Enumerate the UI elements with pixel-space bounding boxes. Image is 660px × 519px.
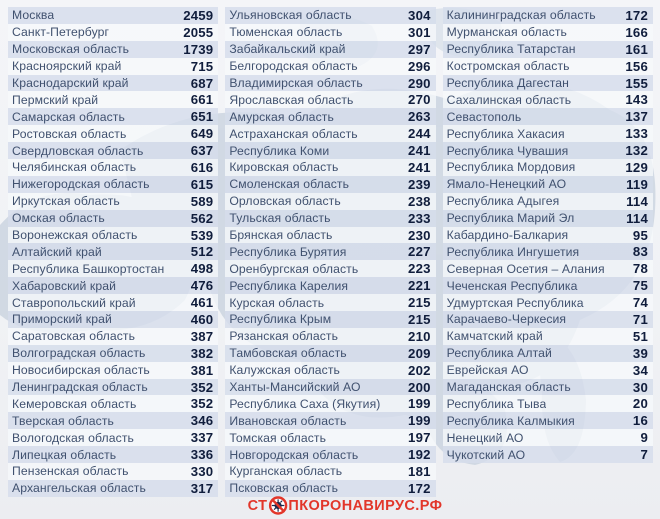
- region-column-3: [443, 7, 653, 497]
- table-row: [443, 395, 653, 412]
- region-name: Республика Адыгея: [446, 194, 560, 209]
- region-name: Санкт-Петербург: [12, 25, 110, 40]
- region-column-2: [225, 7, 435, 497]
- region-name: Московская область: [12, 42, 130, 57]
- region-value: 199: [408, 413, 431, 429]
- region-value: 241: [408, 143, 431, 159]
- table-row: [225, 345, 435, 362]
- table-row: [8, 193, 218, 210]
- region-value: 16: [632, 413, 648, 429]
- logo-text-prefix: СТ: [247, 497, 268, 514]
- region-value: 498: [190, 261, 214, 277]
- region-name: Тамбовская область: [229, 346, 347, 361]
- region-name: Астраханская область: [229, 126, 358, 141]
- table-row: [443, 210, 653, 227]
- region-value: 181: [408, 463, 431, 479]
- region-name: Ямало-Ненецкий АО: [446, 177, 567, 192]
- region-value: 202: [408, 362, 431, 378]
- region-name: Мурманская область: [446, 25, 567, 40]
- region-name: Забайкальский край: [229, 42, 346, 57]
- region-name: Рязанская область: [229, 329, 339, 344]
- stopcoronavirus-logo: [248, 496, 443, 515]
- table-row: [8, 176, 218, 193]
- region-value: 296: [408, 58, 431, 74]
- region-value: 476: [190, 278, 214, 294]
- region-value: 172: [408, 480, 431, 496]
- region-value: 2459: [183, 7, 214, 23]
- region-name: Удмуртская Республика: [446, 295, 584, 310]
- table-row: [225, 463, 435, 480]
- region-value: 192: [408, 447, 431, 463]
- table-row: [225, 362, 435, 379]
- region-name: Самарская область: [12, 109, 125, 124]
- region-value: 230: [408, 227, 431, 243]
- table-row: [443, 176, 653, 193]
- table-row: [443, 75, 653, 92]
- table-row: [443, 412, 653, 429]
- region-name: Республика Крым: [229, 312, 332, 327]
- region-name: Липецкая область: [12, 447, 117, 462]
- region-value: 381: [190, 362, 214, 378]
- table-row: [8, 7, 218, 24]
- table-row: [443, 159, 653, 176]
- region-name: Владимирская область: [229, 76, 363, 90]
- region-value: 241: [408, 159, 431, 175]
- region-value: 1739: [183, 41, 214, 57]
- region-name: Республика Коми: [229, 143, 330, 158]
- region-value: 114: [626, 210, 648, 226]
- region-name: Свердловская область: [12, 143, 144, 158]
- table-row: [8, 345, 218, 362]
- region-value: 539: [190, 227, 214, 243]
- region-value: 132: [625, 143, 648, 159]
- table-row: [8, 446, 218, 463]
- region-value: 290: [408, 75, 431, 91]
- table-row: [443, 108, 653, 125]
- table-row: [443, 328, 653, 345]
- table-row: [225, 243, 435, 260]
- region-value: 301: [408, 24, 431, 40]
- table-row: [443, 125, 653, 142]
- region-value: 129: [625, 159, 648, 175]
- region-name: Омская область: [12, 211, 105, 226]
- table-row: [8, 260, 218, 277]
- table-row: [443, 243, 653, 260]
- region-value: 346: [190, 413, 214, 429]
- region-name: Северная Осетия – Алания: [446, 261, 605, 276]
- region-name: Республика Бурятия: [229, 244, 347, 259]
- region-value: 637: [190, 143, 214, 159]
- region-value: 336: [190, 447, 214, 463]
- table-row: [443, 58, 653, 75]
- table-row: [225, 58, 435, 75]
- table-row: [8, 362, 218, 379]
- region-name: Республика Мордовия: [446, 160, 576, 175]
- table-row: [225, 429, 435, 446]
- table-row: [225, 142, 435, 159]
- region-value: 239: [408, 176, 431, 192]
- region-name: Карачаево-Черкесия: [446, 312, 567, 327]
- region-name: Вологодская область: [12, 430, 134, 445]
- region-name: Новгородская область: [229, 447, 359, 462]
- region-name: Ленинградская область: [12, 380, 148, 395]
- region-name: Смоленская область: [229, 177, 350, 192]
- region-value: 215: [408, 295, 431, 311]
- table-row: [225, 41, 435, 58]
- region-value: 651: [190, 109, 214, 125]
- region-value: 30: [632, 379, 648, 395]
- table-row: [443, 91, 653, 108]
- region-name: Москва: [12, 8, 55, 23]
- region-name: Кировская область: [229, 160, 339, 175]
- region-value: 7: [640, 447, 648, 463]
- region-name: Амурская область: [229, 109, 334, 124]
- region-value: 197: [408, 430, 431, 446]
- region-value: 221: [408, 278, 431, 294]
- region-name: Кемеровская область: [12, 396, 137, 411]
- table-row: [8, 142, 218, 159]
- region-name: Республика Карелия: [229, 278, 349, 293]
- region-value: 51: [632, 328, 648, 344]
- region-name: Красноярский край: [12, 59, 122, 74]
- region-name: Тульская область: [229, 211, 331, 226]
- region-value: 615: [190, 176, 214, 192]
- table-row: [225, 91, 435, 108]
- region-name: Ярославская область: [229, 92, 354, 107]
- region-value: 387: [190, 328, 214, 344]
- table-row: [443, 277, 653, 294]
- region-name: Еврейская АО: [446, 363, 529, 378]
- table-row: [225, 379, 435, 396]
- region-name: Псковская область: [229, 481, 339, 496]
- region-name: Пензенская область: [12, 464, 129, 479]
- table-row: [8, 277, 218, 294]
- region-value: 297: [408, 41, 431, 57]
- region-name: Саратовская область: [12, 329, 136, 344]
- table-row: [443, 294, 653, 311]
- region-value: 78: [632, 261, 648, 277]
- table-row: [225, 210, 435, 227]
- region-name: Воронежская область: [12, 228, 138, 243]
- table-row: [443, 227, 653, 244]
- region-value: 649: [190, 126, 214, 142]
- table-row: [443, 345, 653, 362]
- regions-table: [8, 7, 653, 497]
- region-name: Камчатский край: [446, 329, 543, 344]
- region-value: 20: [632, 396, 648, 412]
- table-row: [225, 125, 435, 142]
- region-name: Республика Дагестан: [446, 76, 570, 90]
- table-row: [443, 7, 653, 24]
- region-value: 161: [625, 41, 648, 57]
- table-row: [225, 480, 435, 497]
- region-name: Севастополь: [446, 109, 522, 124]
- region-value: 200: [408, 379, 431, 395]
- region-name: Хабаровский край: [12, 278, 117, 293]
- region-name: Чукотский АО: [446, 447, 526, 462]
- table-row: [225, 395, 435, 412]
- table-row: [8, 75, 218, 92]
- region-value: 2055: [183, 24, 214, 40]
- region-name: Ханты-Мансийский АО: [229, 380, 361, 395]
- region-name: Республика Хакасия: [446, 126, 565, 141]
- region-name: Иркутская область: [12, 194, 120, 209]
- region-name: Республика Татарстан: [446, 42, 576, 57]
- region-value: 715: [190, 58, 214, 74]
- region-name: Тюменская область: [229, 25, 343, 40]
- table-row: [443, 260, 653, 277]
- region-name: Алтайский край: [12, 244, 102, 259]
- region-value: 270: [408, 92, 431, 108]
- table-row: [225, 277, 435, 294]
- region-value: 215: [408, 311, 431, 327]
- region-name: Нижегородская область: [12, 177, 150, 192]
- region-name: Республика Тыва: [446, 396, 547, 411]
- table-row: [225, 446, 435, 463]
- table-row: [8, 395, 218, 412]
- table-row: [443, 379, 653, 396]
- region-name: Кабардино-Балкария: [446, 228, 569, 243]
- region-name: Сахалинская область: [446, 92, 572, 107]
- region-name: Тверская область: [12, 413, 114, 428]
- region-value: 9: [640, 430, 648, 446]
- region-value: 83: [632, 244, 648, 260]
- table-row: [225, 412, 435, 429]
- region-name: Пермский край: [12, 92, 99, 107]
- region-value: 166: [625, 24, 648, 40]
- table-row: [443, 311, 653, 328]
- region-value: 562: [190, 210, 214, 226]
- region-name: Республика Марий Эл: [446, 211, 575, 226]
- table-row: [8, 243, 218, 260]
- region-value: 155: [625, 75, 648, 91]
- table-row: [225, 260, 435, 277]
- region-value: 209: [408, 345, 431, 361]
- table-row: [8, 58, 218, 75]
- no-virus-icon: [268, 496, 287, 515]
- table-row: [225, 328, 435, 345]
- region-name: Чеченская Республика: [446, 278, 578, 293]
- region-name: Республика Чувашия: [446, 143, 569, 158]
- region-value: 337: [190, 430, 214, 446]
- table-row: [8, 210, 218, 227]
- table-row: [8, 91, 218, 108]
- region-value: 352: [190, 396, 214, 412]
- region-name: Белгородская область: [229, 59, 358, 74]
- table-row: [443, 193, 653, 210]
- table-row: [225, 294, 435, 311]
- table-row: [443, 41, 653, 58]
- table-row: [8, 412, 218, 429]
- region-value: 223: [408, 261, 431, 277]
- region-value: 661: [190, 92, 214, 108]
- table-row: [8, 159, 218, 176]
- region-name: Приморский край: [12, 312, 112, 327]
- region-name: Брянская область: [229, 228, 333, 243]
- table-row: [225, 193, 435, 210]
- region-name: Республика Башкортостан: [12, 261, 165, 276]
- table-row: [225, 7, 435, 24]
- region-name: Республика Ингушетия: [446, 244, 580, 259]
- region-name: Орловская область: [229, 194, 341, 209]
- region-name: Архангельская область: [12, 481, 146, 496]
- region-name: Томская область: [229, 430, 327, 445]
- region-value: 227: [408, 244, 431, 260]
- region-value: 156: [625, 58, 648, 74]
- region-value: 74: [632, 295, 648, 311]
- table-row: [225, 75, 435, 92]
- region-value: 304: [408, 7, 431, 23]
- region-name: Республика Калмыкия: [446, 413, 575, 428]
- table-row: [225, 227, 435, 244]
- table-row: [225, 159, 435, 176]
- region-value: 114: [626, 193, 648, 209]
- region-value: 233: [408, 210, 431, 226]
- table-row: [225, 24, 435, 41]
- region-value: 172: [625, 7, 648, 23]
- region-name: Краснодарский край: [12, 76, 129, 90]
- region-value: 330: [190, 463, 214, 479]
- table-row: [443, 24, 653, 41]
- table-row: [225, 108, 435, 125]
- region-value: 244: [408, 126, 431, 142]
- region-value: 238: [408, 193, 431, 209]
- region-value: 460: [190, 311, 214, 327]
- table-row: [8, 480, 218, 497]
- region-value: 512: [190, 244, 214, 260]
- table-row: [443, 429, 653, 446]
- table-row: [225, 176, 435, 193]
- region-value: 75: [632, 278, 648, 294]
- table-row: [8, 311, 218, 328]
- table-row: [8, 41, 218, 58]
- region-name: Челябинская область: [12, 160, 137, 175]
- region-value: 137: [625, 109, 648, 125]
- region-name: Ульяновская область: [229, 8, 352, 23]
- table-row: [8, 24, 218, 41]
- region-name: Курганская область: [229, 464, 343, 479]
- region-value: 317: [190, 480, 214, 496]
- table-row: [8, 463, 218, 480]
- region-name: Республика Алтай: [446, 346, 552, 361]
- table-row: [443, 446, 653, 463]
- table-row: [8, 328, 218, 345]
- region-value: 133: [625, 126, 648, 142]
- region-value: 39: [632, 345, 648, 361]
- region-name: Калининградская область: [446, 8, 596, 23]
- region-name: Оренбургская область: [229, 261, 359, 276]
- table-row: [443, 362, 653, 379]
- region-name: Магаданская область: [446, 380, 571, 395]
- region-name: Ивановская область: [229, 413, 347, 428]
- region-value: 589: [190, 193, 214, 209]
- region-value: 687: [190, 75, 214, 91]
- region-value: 95: [632, 227, 648, 243]
- region-value: 352: [190, 379, 214, 395]
- region-value: 143: [625, 92, 648, 108]
- region-value: 71: [632, 311, 648, 327]
- region-value: 263: [408, 109, 431, 125]
- region-value: 616: [190, 159, 214, 175]
- region-name: Курская область: [229, 295, 325, 310]
- region-name: Ростовская область: [12, 126, 127, 141]
- region-name: Ставропольский край: [12, 295, 136, 310]
- table-row: [443, 142, 653, 159]
- region-name: Новосибирская область: [12, 363, 150, 378]
- table-row: [8, 227, 218, 244]
- region-column-1: [8, 7, 218, 497]
- region-name: Калужская область: [229, 363, 340, 378]
- table-row: [8, 108, 218, 125]
- table-row: [8, 125, 218, 142]
- table-row: [8, 294, 218, 311]
- region-value: 119: [626, 176, 648, 192]
- region-name: Ненецкий АО: [446, 430, 524, 445]
- region-value: 382: [190, 345, 214, 361]
- region-value: 34: [632, 362, 648, 378]
- region-value: 210: [408, 328, 431, 344]
- region-value: 461: [190, 295, 214, 311]
- region-name: Волгоградская область: [12, 346, 146, 361]
- table-row: [225, 311, 435, 328]
- region-name: Костромская область: [446, 59, 570, 74]
- table-row: [8, 379, 218, 396]
- table-row: [8, 429, 218, 446]
- region-name: Республика Саха (Якутия): [229, 396, 381, 411]
- region-value: 199: [408, 396, 431, 412]
- logo-text-suffix: ПКОРОНАВИРУС.РФ: [288, 497, 443, 514]
